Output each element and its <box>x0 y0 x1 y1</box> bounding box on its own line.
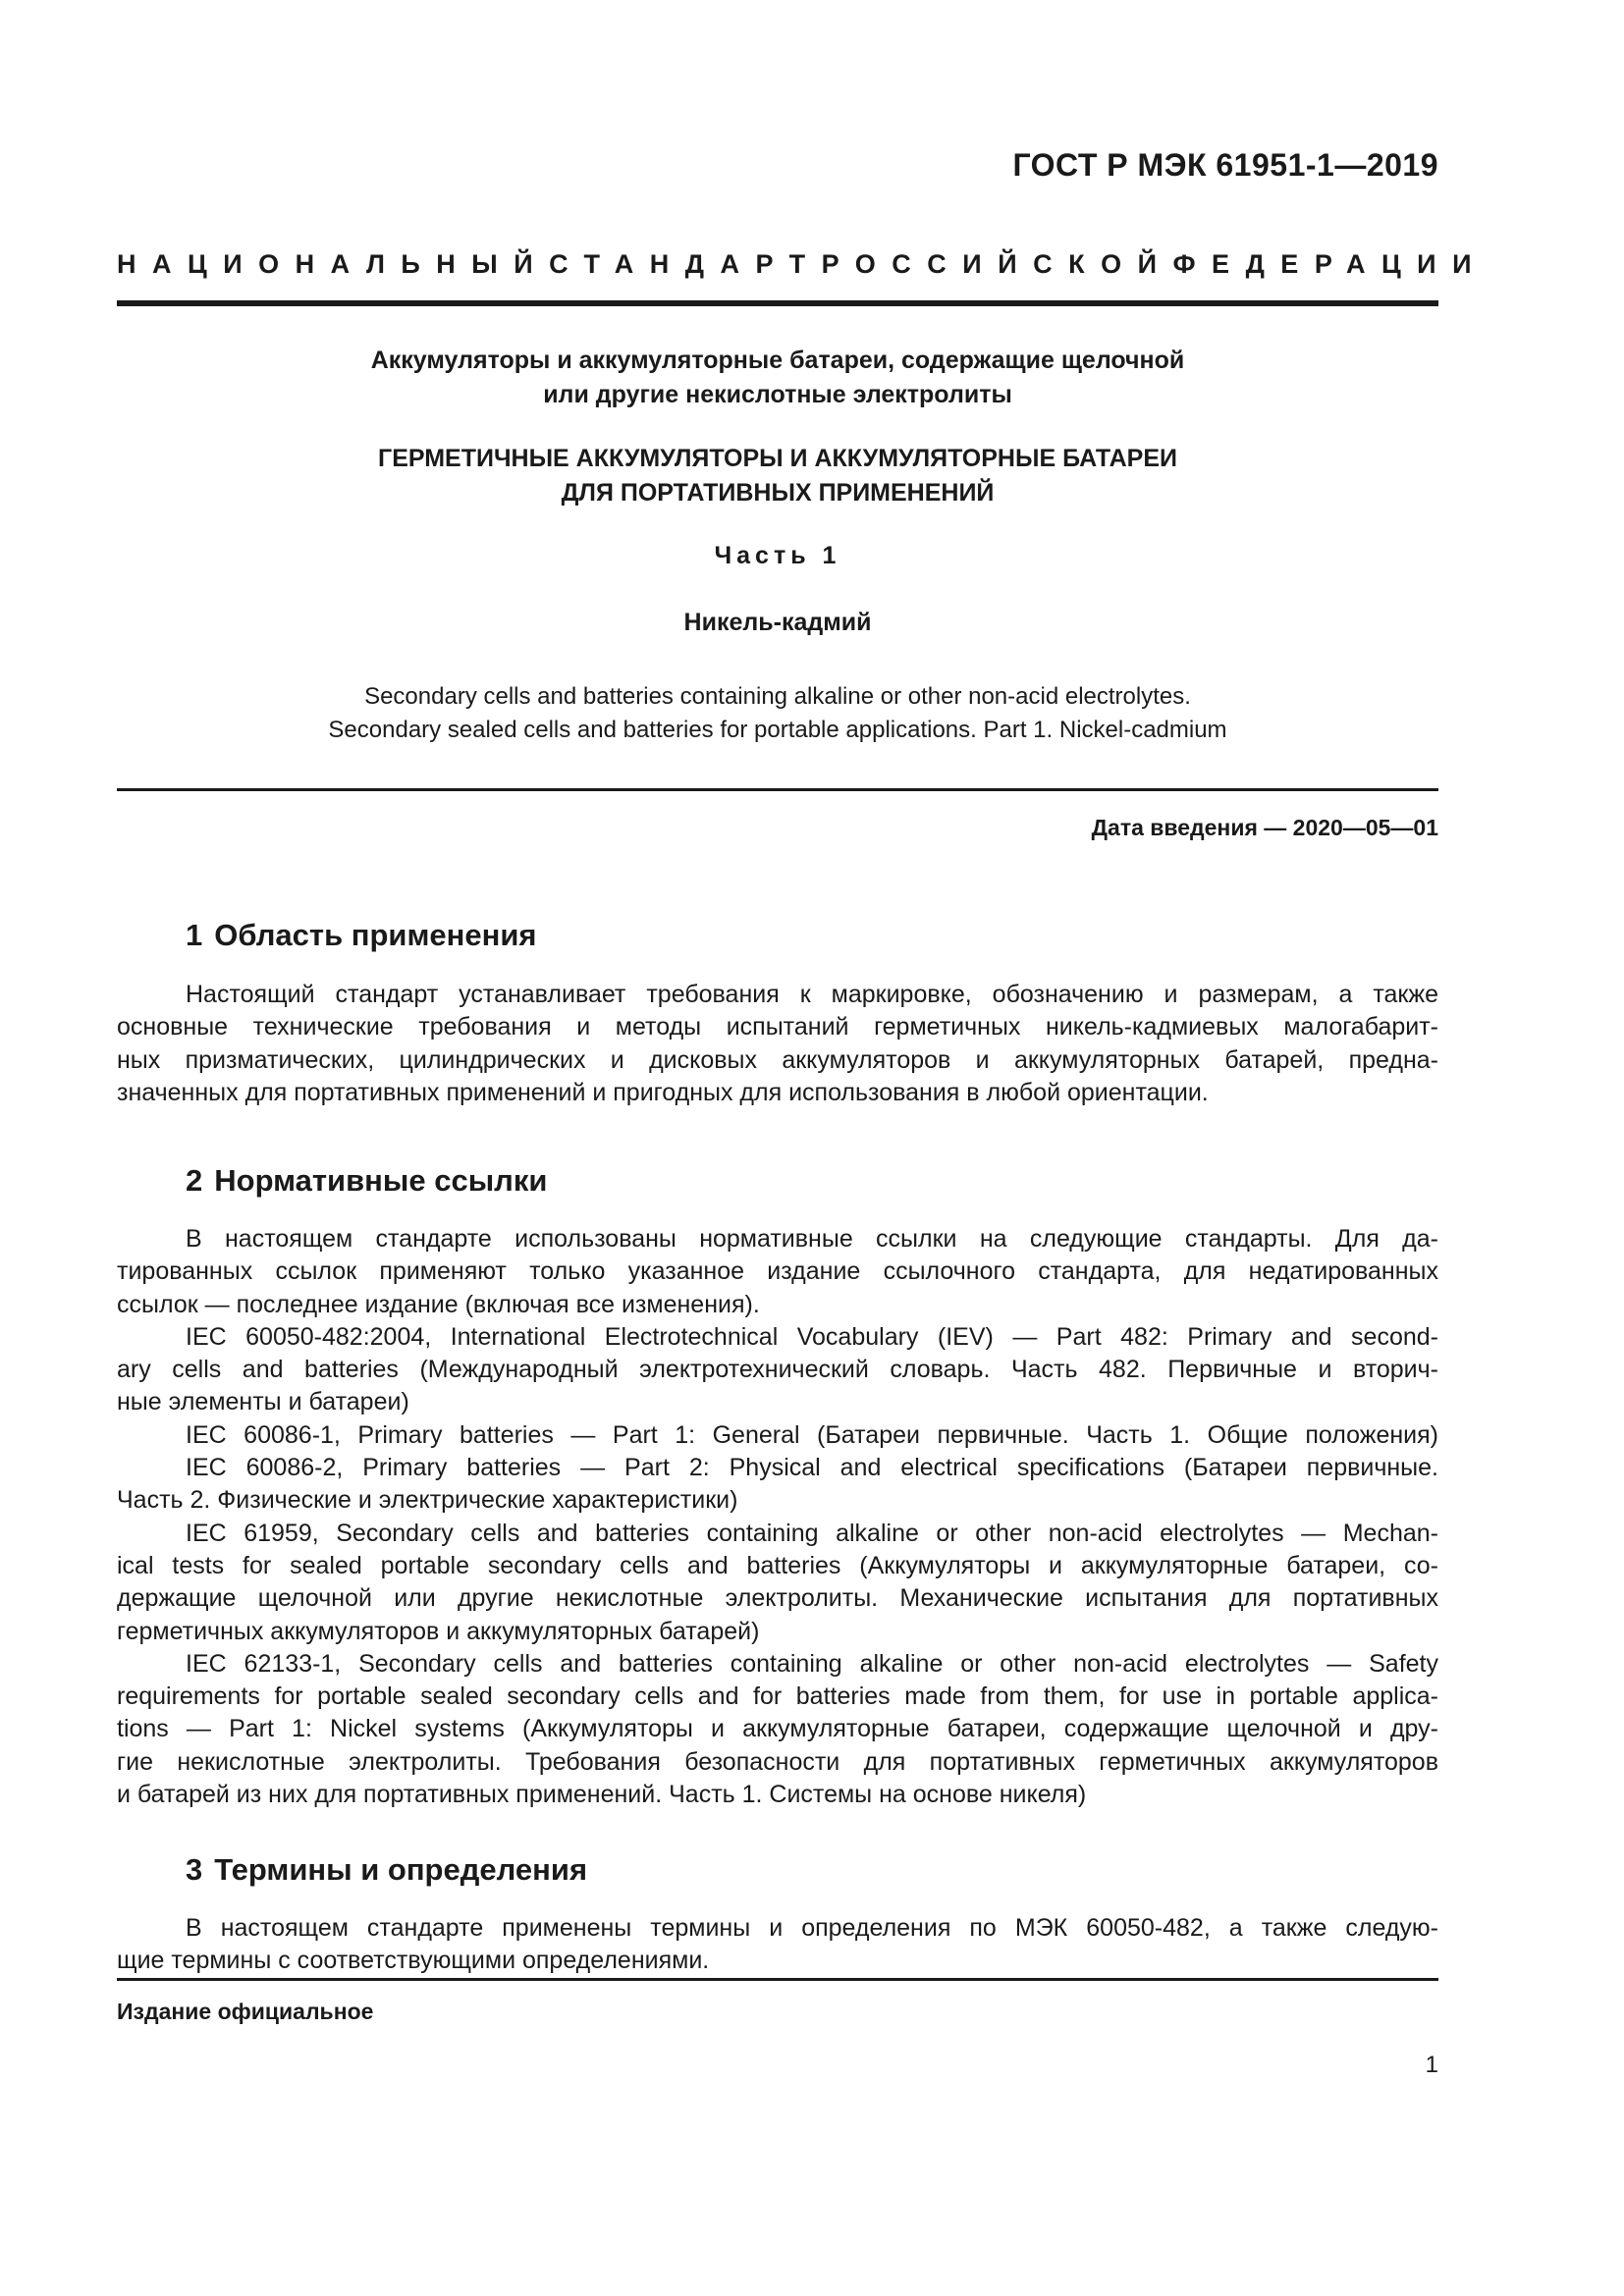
text-line: В настоящем стандарте использованы нормативные ссылки на следующие стандарты. Для да- <box>186 1225 1438 1253</box>
section-body <box>117 1912 1438 1978</box>
title-english <box>117 680 1438 747</box>
title-divider <box>117 788 1438 791</box>
header-divider <box>117 300 1438 306</box>
title-line: ДЛЯ ПОРТАТИВНЫХ ПРИМЕНЕНИЙ <box>561 479 995 507</box>
section-heading <box>186 918 537 953</box>
title-line: или другие некислотные электролиты <box>543 381 1012 408</box>
page-number: 1 <box>1425 2052 1438 2078</box>
title-main <box>117 442 1438 510</box>
banner-word: СТАНДАРТ <box>549 249 822 279</box>
title-line: Secondary cells and batteries containing alkaline or other non-acid electrolytes. <box>364 683 1191 710</box>
section-heading <box>186 1163 547 1199</box>
text-line: IEC 62133-1, Secondary cells and batteries containing alkaline or other non-acid electrolytes — Safety <box>186 1649 1438 1678</box>
text-line: ные элементы и батареи) <box>117 1388 409 1416</box>
section-number: 1 <box>186 918 203 952</box>
section-title: Область применения <box>214 918 537 952</box>
section-body <box>117 979 1438 1109</box>
section-title: Термины и определения <box>214 1852 588 1887</box>
national-standard-banner <box>117 249 1488 280</box>
title-line: Secondary sealed cells and batteries for portable applications. Part 1. Nickel-cadmium <box>328 717 1227 743</box>
text-line: requirements for portable sealed secondary cells and for batteries made from them, for use in portable applica- <box>117 1682 1438 1711</box>
text-line: тированных ссылок применяют только указанное издание ссылочного стандарта, для недатированных <box>117 1257 1438 1286</box>
part-label: Часть 1 <box>714 542 841 569</box>
text-line: IEC 60086-1, Primary batteries — Part 1: General (Батареи первичные. Часть 1. Общие положения) <box>186 1420 1438 1449</box>
text-line: герметичных аккумуляторов и аккумуляторных батарей) <box>117 1617 760 1645</box>
section-body <box>117 1223 1438 1811</box>
section-number: 3 <box>186 1852 203 1887</box>
section-title: Нормативные ссылки <box>214 1163 548 1198</box>
text-line: держащие щелочной или другие некислотные электролиты. Механические испытания для портативных <box>117 1584 1438 1613</box>
text-line: щие термины с соответствующими определениями. <box>117 1947 710 1975</box>
banner-word: НАЦИОНАЛЬНЫЙ <box>117 249 550 279</box>
text-line: основные технические требования и методы испытаний герметичных никель-кадмиевых малогабарит- <box>117 1013 1438 1041</box>
text-line: IEC 60050-482:2004, International Electrotechnical Vocabulary (IEV) — Part 482: Primary and second- <box>186 1322 1438 1351</box>
text-line: Часть 2. Физические и электрические характеристики) <box>117 1486 738 1515</box>
footer-divider <box>117 1978 1438 1981</box>
title-line: ГЕРМЕТИЧНЫЕ АККУМУЛЯТОРЫ И АККУМУЛЯТОРНЫЕ БАТАРЕИ <box>378 445 1177 472</box>
text-line: В настоящем стандарте применены термины и определения по МЭК 60050-482, а также следую- <box>186 1914 1438 1942</box>
text-line: ных призматических, цилиндрических и дисковых аккумуляторов и аккумуляторных батарей, предна- <box>117 1045 1438 1074</box>
text-line: и батарей из них для портативных применений. Часть 1. Системы на основе никеля) <box>117 1781 1087 1809</box>
banner-word: ФЕДЕРАЦИИ <box>1172 249 1488 279</box>
text-line: IEC 60086-2, Primary batteries — Part 2: Physical and electrical specifications (Батареи первичные. <box>186 1454 1438 1482</box>
text-line: Настоящий стандарт устанавливает требования к маркировке, обозначению и размерам, а также <box>186 981 1438 1008</box>
edition-label: Издание официальное <box>117 1999 374 2024</box>
introduction-date: Дата введения — 2020—05—01 <box>1091 815 1438 840</box>
text-line: tions — Part 1: Nickel systems (Аккумуляторы и аккумуляторные батареи, содержащие щелочной и дру- <box>117 1715 1438 1743</box>
text-line: значенных для портативных применений и пригодных для использования в любой ориентации. <box>117 1078 1209 1106</box>
section-number: 2 <box>186 1163 203 1198</box>
banner-word: РОССИЙСКОЙ <box>821 249 1173 279</box>
title-line: Аккумуляторы и аккумуляторные батареи, содержащие щелочной <box>370 347 1185 374</box>
standard-code: ГОСТ Р МЭК 61951-1—2019 <box>1012 147 1438 183</box>
text-line: ссылок — последнее издание (включая все изменения). <box>117 1290 760 1318</box>
subpart-label: Никель-кадмий <box>683 609 872 636</box>
text-line: ary cells and batteries (Международный электротехнический словарь. Часть 482. Первичные и вторич- <box>117 1356 1438 1384</box>
text-line: IEC 61959, Secondary cells and batteries containing alkaline or other non-acid electrolytes — Mechan- <box>186 1519 1438 1547</box>
text-line: ical tests for sealed portable secondary cells and batteries (Аккумуляторы и аккумуляторные батареи, со- <box>117 1551 1438 1579</box>
title-russian <box>117 344 1438 412</box>
section-heading <box>186 1852 587 1888</box>
text-line: гие некислотные электролиты. Требования безопасности для портативных герметичных аккумуляторов <box>117 1747 1438 1776</box>
document-page <box>117 0 1488 2296</box>
